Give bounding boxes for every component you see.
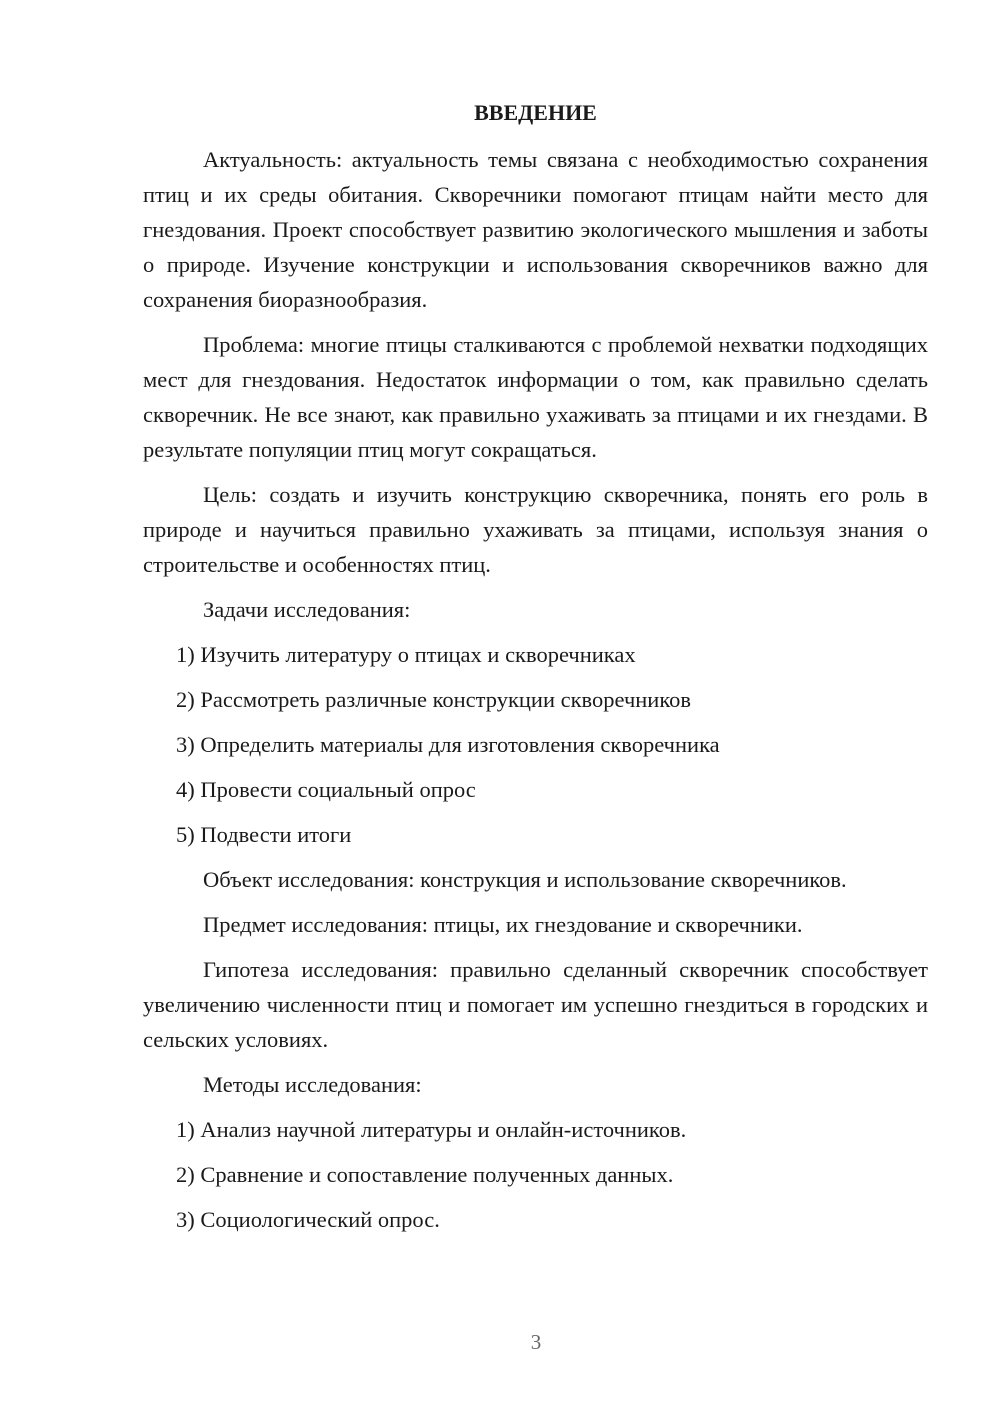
goal-paragraph: Цель: создать и изучить конструкцию скворечника, понять его роль в природе и научиться правильно ухаживать за птицами, используя знания о строительстве и особенностях птиц.: [143, 482, 928, 577]
task-item: 3) Определить материалы для изготовления скворечника: [176, 732, 720, 757]
relevance-paragraph: Актуальность: актуальность темы связана с необходимостью сохранения птиц и их среды обитания. Скворечники помогают птицам найти место для гнездования. Проект способствует развитию экологического мышления и заботы о природе. Изучение конструкции и использования скворечников важно для сохранения биоразнообразия.: [143, 147, 928, 312]
tasks-heading: Задачи исследования:: [203, 597, 411, 622]
task-item: 2) Рассмотреть различные конструкции скворечников: [176, 687, 692, 712]
task-item: 1) Изучить литературу о птицах и скворечниках: [176, 642, 636, 667]
task-item: 4) Провести социальный опрос: [176, 777, 476, 802]
subject-paragraph: Предмет исследования: птицы, их гнездование и скворечники.: [203, 912, 803, 937]
problem-paragraph: Проблема: многие птицы сталкиваются с проблемой нехватки подходящих мест для гнездования. Недостаток информации о том, как правильно сделать скворечник. Не все знают, как правильно ухаживать за птицами и их гнездами. В результате популяции птиц могут сокращаться.: [143, 332, 928, 462]
section-title: ВВЕДЕНИЕ: [474, 100, 597, 125]
task-item: 5) Подвести итоги: [176, 822, 352, 847]
object-paragraph: Объект исследования: конструкция и использование скворечников.: [203, 867, 847, 892]
methods-heading: Методы исследования:: [203, 1072, 422, 1097]
method-item: 3) Социологический опрос.: [176, 1207, 440, 1232]
page-content: [143, 95, 928, 1247]
hypothesis-paragraph: Гипотеза исследования: правильно сделанный скворечник способствует увеличению численности птиц и помогает им успешно гнездиться в городских и сельских условиях.: [143, 957, 928, 1052]
method-item: 2) Сравнение и сопоставление полученных данных.: [176, 1162, 674, 1187]
page-number: 3: [530, 1330, 542, 1354]
method-item: 1) Анализ научной литературы и онлайн-источников.: [176, 1117, 687, 1142]
